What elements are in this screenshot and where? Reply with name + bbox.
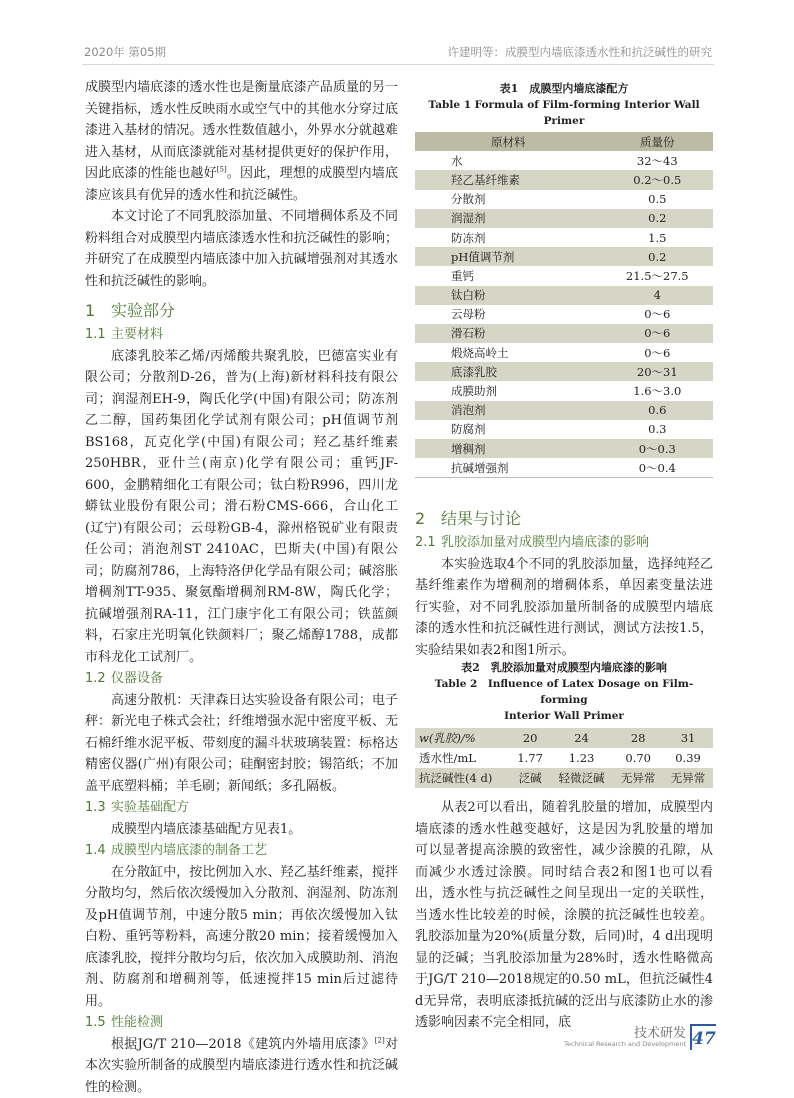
- section-number: 1.4: [85, 840, 111, 862]
- mass-parts-cell: 0～6: [602, 324, 713, 343]
- material-cell: 滑石粉: [415, 324, 602, 343]
- section-number: 1: [85, 298, 111, 324]
- material-cell: 钛白粉: [415, 286, 602, 305]
- value-cell: 轻微泛碱: [550, 768, 613, 788]
- section-heading-1: [85, 298, 398, 324]
- intro-paragraph-2: 本文讨论了不同乳胶添加量、不同增稠体系及不同粉料组合对成膜型内墙底漆透水性和抗泛碱性的影响；并研究了在成膜型内墙底漆中加入抗碱增强剂对其透水性和抗泛碱性的影响。: [85, 206, 398, 292]
- materials-paragraph: 底漆乳胶苯乙烯/丙烯酸共聚乳胶，巴德富实业有限公司；分散剂D-26，普为(上海)新材料科技有限公司；润湿剂EH-9，陶氏化学(中国)有限公司；防冻剂乙二醇，国药集团化学试剂有限公司；pH值调节剂BS168，瓦克化学(中国)有限公司；羟乙基纤维素250HBR，亚什兰(南京)化学有限公司；重钙JF-600，金鹏精细化工有限公司；钛白粉R996，四川龙蟒钛业股份有限公司；滑石粉CMS-666，合山化工(辽宁)有限公司；云母粉GB-4，滁州格锐矿业有限责任公司；消泡剂ST 2410AC，巴斯夫(中国)有限公司；防腐剂786，上海特洛伊化学品有限公司；碱溶胀增稠剂TT-935、聚氨酯增稠剂RM-8W，陶氏化学；抗碱增强剂RA-11，江门康宇化工有限公司；铁蓝颜料，石家庄光明氧化铁颜料厂；聚乙烯醇1788，成都市科龙化工试剂厂。: [85, 346, 398, 669]
- subsection-heading-2-1: [415, 532, 713, 554]
- material-cell: 羟乙基纤维素: [415, 170, 602, 189]
- value-cell: 28: [613, 728, 663, 748]
- column-header: 质量份: [602, 132, 713, 151]
- section-number: 1.2: [85, 668, 111, 690]
- table-row: [415, 247, 713, 266]
- value-cell: 无异常: [613, 768, 663, 788]
- mass-parts-cell: 21.5～27.5: [602, 266, 713, 285]
- latex-experiment-paragraph: 本实验选取4个不同的乳胶添加量，选择纯羟乙基纤维素作为增稠剂的增稠体系，单因素变量法进行实验，对不同乳胶添加量所制备的成膜型内墙底漆的透水性和抗泛碱性进行测试，测试方法按1.5，实验结果如表2和图1所示。: [415, 554, 713, 662]
- mass-parts-cell: 0～0.4: [602, 458, 713, 478]
- material-cell: 云母粉: [415, 305, 602, 324]
- mass-parts-cell: 32～43: [602, 151, 713, 170]
- column-header: 原材料: [415, 132, 602, 151]
- material-cell: 水: [415, 151, 602, 170]
- material-cell: pH值调节剂: [415, 247, 602, 266]
- material-cell: 分散剂: [415, 190, 602, 209]
- section-title: 实验部分: [111, 301, 175, 320]
- right-column-top: [415, 500, 713, 661]
- section-number: 1.3: [85, 797, 111, 819]
- equipment-paragraph: 高速分散机：天津森日达实验设备有限公司；电子秤：新光电子株式会社；纤维增强水泥中密度平板、无石棉纤维水泥平板、带刻度的漏斗状玻璃装置：标格达精密仪器(广州)有限公司；硅酮密封胶；锡箔纸；不加盖平底塑料桶；羊毛刷；新闻纸；多孔隔板。: [85, 690, 398, 798]
- section-number: 2: [415, 506, 441, 532]
- table-row: [415, 286, 713, 305]
- journal-issue: 2020年 第05期: [84, 44, 166, 60]
- table-2-caption-cn: 表2 乳胶添加量对成膜型内墙底漆的影响: [415, 660, 713, 676]
- table-row: [415, 305, 713, 324]
- table-row: [415, 748, 713, 768]
- footer-section-en: Technical Research and Development: [564, 1040, 686, 1048]
- material-cell: 润湿剂: [415, 209, 602, 228]
- mass-parts-cell: 0.2～0.5: [602, 170, 713, 189]
- left-column: [85, 77, 398, 1098]
- table-row: [415, 768, 713, 788]
- table-row: [415, 728, 713, 748]
- section-number: 1.1: [85, 324, 111, 346]
- section-title: 仪器设备: [111, 671, 163, 686]
- running-title: 许建明等：成膜型内墙底漆透水性和抗泛碱性的研究: [448, 44, 713, 60]
- table-1: [415, 81, 713, 478]
- mass-parts-cell: 1.6～3.0: [602, 381, 713, 400]
- mass-parts-cell: 0～0.3: [602, 439, 713, 458]
- material-cell: 抗碱增强剂: [415, 458, 602, 478]
- table-row: [415, 343, 713, 362]
- material-cell: 重钙: [415, 266, 602, 285]
- value-cell: 1.77: [510, 748, 549, 768]
- intro-paragraph-1: [85, 77, 398, 206]
- header-divider: [82, 64, 714, 65]
- formula-paragraph: 成膜型内墙底漆基础配方见表1。: [85, 819, 398, 841]
- footer-section-cn: 技术研发: [634, 1022, 686, 1041]
- table-row: [415, 228, 713, 247]
- material-cell: 煅烧高岭土: [415, 343, 602, 362]
- mass-parts-cell: 0.2: [602, 247, 713, 266]
- section-title: 结果与讨论: [441, 509, 521, 528]
- subsection-heading-1-3: [85, 797, 398, 819]
- value-cell: 0.39: [663, 748, 713, 768]
- citation: [2]: [375, 1036, 385, 1044]
- right-column-bottom: [415, 797, 713, 1034]
- table-row: [415, 266, 713, 285]
- value-cell: 1.23: [550, 748, 613, 768]
- text: 。因此，理想的成膜型内墙底漆应该具有优异的透水性和抗泛碱性。: [85, 166, 398, 203]
- table-1-caption-cn: 表1 成膜型内墙底漆配方: [415, 81, 713, 97]
- citation: [5]: [217, 166, 227, 174]
- mass-parts-cell: 0.2: [602, 209, 713, 228]
- mass-parts-cell: 4: [602, 286, 713, 305]
- section-number: 1.5: [85, 1012, 111, 1034]
- material-cell: 防腐剂: [415, 420, 602, 439]
- table-row: [415, 439, 713, 458]
- value-cell: 31: [663, 728, 713, 748]
- subsection-heading-1-4: [85, 840, 398, 862]
- material-cell: 成膜助剂: [415, 381, 602, 400]
- material-cell: 增稠剂: [415, 439, 602, 458]
- row-label-cell: w(乳胶)/%: [415, 728, 510, 748]
- subsection-heading-1-2: [85, 668, 398, 690]
- section-title: 主要材料: [111, 327, 163, 342]
- value-cell: 20: [510, 728, 549, 748]
- table-row: [415, 381, 713, 400]
- value-cell: 泛碱: [510, 768, 549, 788]
- section-title: 性能检测: [111, 1015, 163, 1030]
- row-label-cell: 抗泛碱性(4 d): [415, 768, 510, 788]
- section-title: 实验基础配方: [111, 800, 189, 815]
- table-row: [415, 362, 713, 381]
- table-1-caption-en: Table 1 Formula of Film-forming Interior Wall Primer: [415, 97, 713, 129]
- page-number: 47: [690, 1024, 716, 1050]
- table-row: [415, 324, 713, 343]
- material-cell: 底漆乳胶: [415, 362, 602, 381]
- table-row: [415, 151, 713, 170]
- section-heading-2: [415, 506, 713, 532]
- subsection-heading-1-5: [85, 1012, 398, 1034]
- value-cell: 0.70: [613, 748, 663, 768]
- value-cell: 无异常: [663, 768, 713, 788]
- text: 对本次实验所制备的成膜型内墙底漆进行透水性和抗泛碱性的检测。: [85, 1037, 398, 1095]
- table-row: [415, 458, 713, 478]
- section-title: 成膜型内墙底漆的制备工艺: [111, 843, 267, 858]
- subsection-heading-1-1: [85, 324, 398, 346]
- material-cell: 防冻剂: [415, 228, 602, 247]
- preparation-paragraph: 在分散缸中，按比例加入水、羟乙基纤维素，搅拌分散均匀，然后依次缓慢加入分散剂、润湿剂、防冻剂及pH值调节剂，中速分散5 min；再依次缓慢加入钛白粉、重钙等粉料，高速分散20 min；接着缓慢加入底漆乳胶，搅拌分散均匀后，依次加入成膜助剂、消泡剂、防腐剂和增稠剂等，低速搅拌15 min后过滤待用。: [85, 862, 398, 1013]
- mass-parts-cell: 1.5: [602, 228, 713, 247]
- mass-parts-cell: 0.5: [602, 190, 713, 209]
- discussion-paragraph: 从表2可以看出，随着乳胶量的增加，成膜型内墙底漆的透水性越变越好，这是因为乳胶量的增加可以显著提高涂膜的致密性，减少涂膜的孔隙，从而减少水透过涂膜。同时结合表2和图1也可以看出，透水性与抗泛碱性之间呈现出一定的关联性，当透水性比较差的时候，涂膜的抗泛碱性也较差。乳胶添加量为20%(质量分数，后同)时，4 d出现明显的泛碱；当乳胶添加量为28%时，透水性略微高于JG/T 210—2018规定的0.50 mL，但抗泛碱性4 d无异常，表明底漆抵抗碱的泛出与底漆防止水的渗透影响因素不完全相同，底: [415, 797, 713, 1034]
- table-1-grid: [415, 132, 713, 478]
- text: 成膜型内墙底漆的透水性也是衡量底漆产品质量的另一关键指标，透水性反映雨水或空气中的其他水分穿过底漆进入基材的情况。透水性数值越小，外界水分就越难进入基材，从而底漆就能对基材提供更好的保护作用，因此底漆的性能也越好: [85, 80, 398, 181]
- table-row: [415, 420, 713, 439]
- table-2-caption-en-1: Table 2 Influence of Latex Dosage on Film-forming: [415, 676, 713, 708]
- mass-parts-cell: 0～6: [602, 305, 713, 324]
- table-row: [415, 401, 713, 420]
- value-cell: 24: [550, 728, 613, 748]
- mass-parts-cell: 20～31: [602, 362, 713, 381]
- section-number: 2.1: [415, 532, 441, 554]
- table-2-grid: [415, 728, 713, 788]
- table-header-row: [415, 132, 713, 151]
- table-2: [415, 660, 713, 788]
- material-cell: 消泡剂: [415, 401, 602, 420]
- table-row: [415, 190, 713, 209]
- section-title: 乳胶添加量对成膜型内墙底漆的影响: [441, 535, 649, 550]
- row-label-cell: 透水性/mL: [415, 748, 510, 768]
- testing-paragraph: [85, 1034, 398, 1098]
- mass-parts-cell: 0.6: [602, 401, 713, 420]
- text: 根据JG/T 210—2018《建筑内外墙用底漆》: [111, 1037, 375, 1052]
- mass-parts-cell: 0.3: [602, 420, 713, 439]
- table-2-caption-en-2: Interior Wall Primer: [415, 708, 713, 724]
- mass-parts-cell: 0～6: [602, 343, 713, 362]
- table-row: [415, 209, 713, 228]
- table-row: [415, 170, 713, 189]
